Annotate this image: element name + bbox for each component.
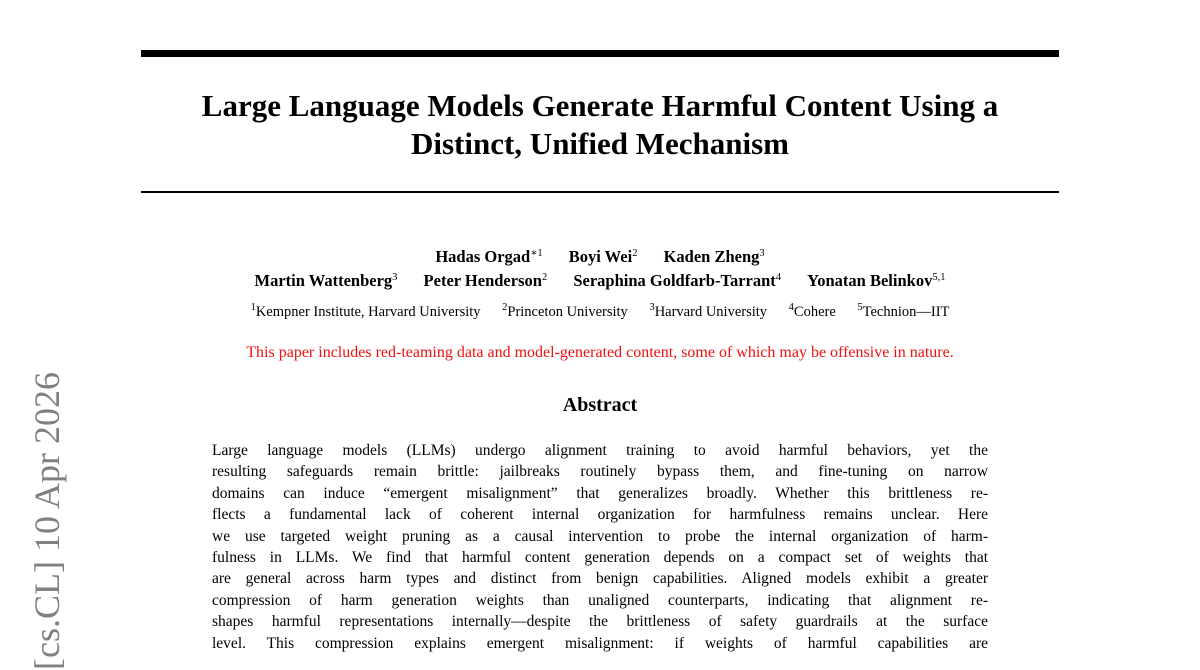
abstract-line: flects a fundamental lack of coherent internal organization for harmfulness remains unclear. Here — [212, 506, 988, 524]
author: Boyi Wei$^2$ — [568, 247, 638, 266]
content-warning: This paper includes red-teaming data and model-generated content, some of which may be offensive in nature. — [246, 344, 954, 361]
affiliation: $^4$Cohere — [788, 302, 836, 320]
title-line: Distinct, Unified Mechanism — [410, 126, 789, 161]
author: Martin Wattenberg$^3$ — [254, 271, 398, 290]
author-row — [141, 245, 1059, 269]
abstract-body — [212, 440, 988, 654]
arxiv-stamp: [cs.CL] 10 Apr 2026 — [27, 372, 67, 670]
title-top-rule — [141, 50, 1059, 57]
author: Hadas Orgad$^{∗1}$ — [435, 247, 543, 266]
author-row — [141, 269, 1059, 293]
abstract-line: Large language models (LLMs) undergo alignment training to avoid harmful behaviors, yet the — [212, 442, 988, 459]
abstract-line: level. This compression explains emergent misalignment: if weights of harmful capabilities are — [212, 634, 988, 652]
author: Kaden Zheng$^3$ — [663, 247, 765, 266]
abstract-line: resulting safeguards remain brittle: jailbreaks routinely bypass them, and fine-tuning on narrow — [212, 463, 988, 481]
author: Seraphina Goldfarb-Tarrant$^4$ — [573, 271, 782, 290]
abstract-line: fulness in LLMs. We find that harmful content generation depends on a compact set of weights that — [212, 549, 988, 567]
affiliation: $^3$Harvard University — [649, 302, 768, 320]
abstract-line: domains can induce “emergent misalignment” that generalizes broadly. Whether this brittleness re- — [212, 484, 988, 502]
author: Yonatan Belinkov$^{5,1}$ — [807, 271, 946, 290]
abstract-line: are general across harm types and distinct from benign capabilities. Aligned models exhibit a greater — [212, 570, 988, 588]
abstract-line: shapes harmful representations internally—despite the brittleness of safety guardrails at the surface — [212, 613, 988, 631]
affiliation-list — [141, 302, 1059, 322]
affiliation: $^1$Kempner Institute, Harvard University — [250, 302, 481, 320]
title-bottom-rule — [141, 191, 1059, 193]
author: Peter Henderson$^2$ — [423, 271, 548, 290]
affiliation: $^5$Technion—IIT — [857, 302, 950, 320]
title-line: Large Language Models Generate Harmful Content Using a — [201, 88, 999, 123]
abstract-line: compression of harm generation weights than unaligned counterparts, indicating that alignment re- — [212, 591, 988, 609]
paper-title — [141, 87, 1059, 163]
abstract-heading: Abstract — [562, 394, 638, 416]
abstract-line: we use targeted weight pruning as a causal intervention to probe the internal organization of harm- — [212, 527, 988, 545]
author-list — [141, 245, 1059, 293]
affiliation: $^2$Princeton University — [502, 302, 628, 320]
